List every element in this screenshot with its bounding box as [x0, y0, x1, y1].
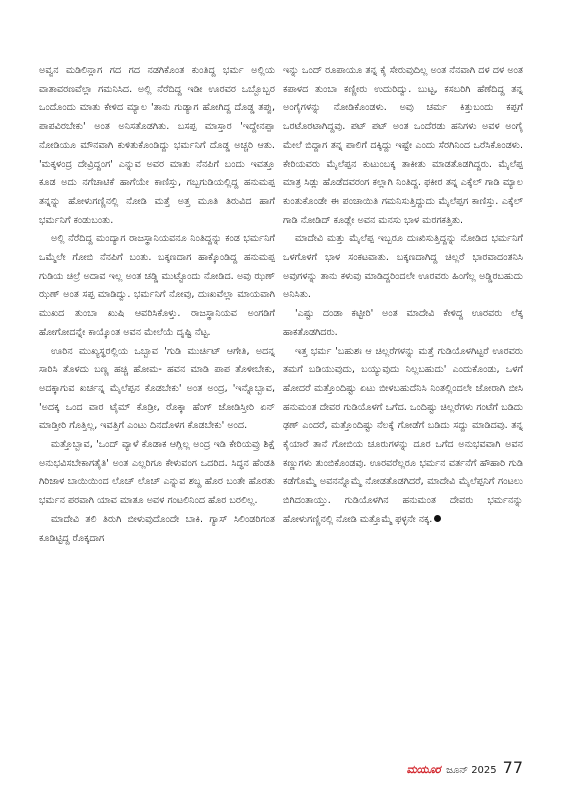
paragraph: ಮಾದೇವಿ ತಲಿ ತಿರುಗಿ ಬೀಳುವುದೊಂದೇ ಬಾಕಿ. ಗ್ಯಾಸ್ ಸಿಲಿಂಡರಿಗಂತ ಕೂಡಿಟ್ಟಿದ್ದ ರೊಕ್ಕದಾಗ — [39, 513, 275, 544]
paragraph: ಇನ್ನು ಒಂದ್ ರೂಪಾಯೂ ತನ್ನ ಕೈ ಸೇರುವುದಿಲ್ಲ ಅಂತ ನೆನವಾಗಿ ದಳ ದಳ ಅಂತ ಕಪಾಳದ ತುಂಬಾ ಕಣ್ಣೀರು ಉದುರಿದ್ವು. ಬುಟ್ಟ, ಕಸಬರಿಗಿ ಹೆಣೆದಿದ್ದ ತನ್ನ ಅಂಗೈಗಳನ್ನು ನೋಡಿಕೊಂಡಳು. ಅವು ಚರ್ಮ ಕಿತ್ತುಬಂದು ಕಪ್ಪಗೆ ಒರಟೊರಟಾಗಿದ್ದವು. ಪಟ್ ಪಟ್ ಅಂತ ಒಂದೆರಡು ಹನಿಗಳು ಅವಳ ಅಂಗೈ ಮೇಲೆ ಬಿದ್ದಾಗ ತನ್ನ ಪಾಲಿಗೆ ದಕ್ಕಿದ್ದು ಇಷ್ಟೇ ಎಂದು ಸೆರಗಿನಿಂದ ಒರೆಸಿಕೊಂಡಳು. ಕೇರಿಯವರು ಮೈಲೆಪ್ಪನ ಕುಟುಂಬಕ್ಕ ತಾಕೀತು ಮಾಡತೊಡಗಿದ್ದರು. ಮೈಲೆಪ್ಪ ಮಾತ್ರ ಸಿಡ್ಲು ಹೊಡೆದವರಂಗ ಕಲ್ಲಾಗಿ ನಿಂತಿದ್ದ. ಫಕೀರ ತನ್ನ ಎಕ್ಕೆಲ್ ಗಾಡಿ ಮ್ಯಾಲ ಕುಂತುಕೊಂಡೇ ಈ ಪಂಚಾಯಿತಿ ಗಮನಿಸುತ್ತಿದ್ದುದು ಮೈಲೆಪ್ಪಗ ಕಾಣಿಸ್ತು. ಎಕ್ಕೆಲ್ ಗಾಡಿ ನೋಡಿದ್ ಕೂಡ್ಲೇ ಅವನ ಮನಸು ಭಾಳ ಮರಗಕತ್ತಿತು. — [283, 65, 523, 226]
issue-date: ಜೂನ್ 2025 — [446, 765, 497, 776]
article-column-left — [39, 62, 275, 740]
paragraph-text: ಇತ್ತ ಭರ್ಮ 'ಬಹುಶಃ ಆ ಚಿಲ್ಲರೆಗಳನ್ನು ಮತ್ತೆ ಗುಡಿಯೊಳಗಿಟ್ಟರೆ ಊರವರು ತಮಗೆ ಬಡಿಯುವುದು, ಬಯ್ಯುವುದು ನಿಲ್ಲಬಹುದು' ಎಂದುಕೊಂಡು, ಒಳಗೆ ಹೋದರೆ ಮತ್ತೊಂದಿಷ್ಟು ಏಟು ಬೀಳಬಹುದೆನಿಸಿ ನಿಂತಲ್ಲಿಂದಲೇ ಜೋರಾಗಿ ಬೀಸಿ ಹನುಮಂತ ದೇವರ ಗುಡಿಯೊಳಗೆ ಒಗೆದ. ಒಂದಿಷ್ಟು ಚಿಲ್ಲರೆಗಳು ಗಂಟೆಗೆ ಬಡಿದು ಢಣ್ ಎಂದರೆ, ಮತ್ತೊಂದಿಷ್ಟು ನೆಲಕ್ಕೆ ಗೋಡೆಗೆ ಬಡಿದು ಸದ್ದು ಮಾಡಿದವು. ತನ್ನ ಕೈಯಾರೆ ತಾನೆ ಗೋಬಿಯ ಚೂರುಗಳನ್ನು ದೂರ ಒಗೆದ ಅನುಭವವಾಗಿ ಅವನ ಕಣ್ಣುಗಳು ತುಂಬಿಕೊಂಡವು. ಊರವರೆಲ್ಲರೂ ಭರ್ಮನ ವರ್ತನೆಗೆ ಹೌಹಾರಿ ಗುಡಿ ಕಡೆಗೊಮ್ಮೆ ಅವನನ್ನೊಮ್ಮೆ ನೋಡತೊಡಗಿದರೆ, ಮಾದೇವಿ ಮೈಲೆಪ್ಪನಿಗೆ ಗಂಟಲು ಬಿಗಿದಂತಾಯ್ತು. ಗುಡಿಯೊಳಗಿನ ಹನುಮಂತ ದೇವರು ಭರ್ಮನನ್ನು ಹೋಳುಗಣ್ಣಿನಲ್ಲಿ ನೋಡಿ ಮತ್ತೊಮ್ಮೆ ಫಳ್ಳನೇ ನಕ್ಕ. — [283, 345, 523, 525]
paragraph: 'ಎಷ್ಟು ದಂಡಾ ಕಟ್ಟೀರಿ' ಅಂತ ಮಾದೇವಿ ಕೇಳಿದ್ದ ಊರವರು ಲೆಕ್ಕ ಹಾಕತೊಡಗಿದರು. — [283, 308, 523, 338]
paragraph: ಊರಿನ ಮುಖ್ಯಸ್ಥರಲ್ಲಿಯ ಒಬ್ಬಾವ 'ಗುಡಿ ಮುರ್ಚಿಟ್ ಆಗೇತಿ, ಅದನ್ನ ಸಾರಿಸಿ ತೊಳದು ಬಣ್ಣ ಹಚ್ಚಿ ಹೋಮ- ಹವನ ಮಾಡಿ ಪಾಪ ತೊಳೀಬೇಕು, ಅದಕ್ಕಾಗುವ ಖರ್ಚನ್ನ ಮೈಲೆಪ್ಪನ ಕೊಡಬೇಕು' ಅಂತ ಅಂದ್ರ, 'ಇನ್ನೊಬ್ಬಾವ, 'ಅದಕ್ಕ ಒಂದ ವಾರ ಟೈಮ್ ಕೊಡ್ರೀ, ರೊಕ್ಕಾ ಹೆಂಗ್ ಜೋಡಿಸ್ತೀರಿ ಏನ್ ಮಾಡ್ತೀರಿ ಗೊತ್ತಿಲ್ಲ, ಇವತ್ತಿಗೆ ಎಂಟು ದಿನದೊಳಗ ಕೊಡಬೇಕು' ಅಂದ. — [39, 345, 275, 432]
paragraph-last — [283, 343, 523, 530]
paragraph: ಅವ್ವನ ಮಡಿಲಿನ್ಲಾಗ ಗದ ಗದ ನಡಗಿಕೊಂತ ಕುಂತಿದ್ದ ಭರ್ಮ ಅಲ್ಲಿಯ ವಾತಾವರಣವೆಲ್ಲಾ ಗಮನಿಸಿದ. ಅಲ್ಲಿ ನೆರೆದಿದ್ದ ಇಡೀ ಊರವರ ಒಬ್ಬೊಬ್ಬರ ಒಂದೊಂದು ಮಾತು ಕೇಳಿದ ಮ್ಯಾಲ 'ತಾನು ಗುಡ್ಯಾಗ ಹೋಗಿದ್ದ ದೊಡ್ಡ ತಪ್ಪು, ಪಾಪವಿರಬೇಕು' ಅಂತ ಅನಿಸತೊಡಗಿತು. ಬಸಪ್ಪ ಮಾಸ್ತಾರ 'ಇದ್ದೇನಪ್ಪಾ ನೋಡಿಯೂ ಮೌನವಾಗಿ ಕುಳಿತುಕೊಂಡಿದ್ದು ಭರ್ಮನಿಗೆ ದೊಡ್ಡ ಅಚ್ಚರಿ ಆತು. 'ಮಕ್ಕಳಂದ್ರ ದೇವ್ರಿದ್ದಂಗ' ಎನ್ನುವ ಅವರ ಮಾತು ನೆನಪಿಗೆ ಬಂದು ಇವತ್ತೂ ಕೂಡ ಅದು ನಗೆಚಾಟಿಕೆ ಹಾಗೆಯೇ ಕಾಣಿಸ್ತು, ಗಬ್ಬಗುಡಿಯಲ್ಲಿದ್ದ ಹನುಮಪ್ಪ ತನ್ನನ್ನು ಹೋಳುಗಣ್ಣಿನಲ್ಲಿ ನೋಡಿ ಮತ್ತೆ ಅತ್ತ ಮೂತಿ ತಿರುವಿದ ಹಾಗೆ ಭರ್ಮನಿಗೆ ಕಂಡುಬಂತು. — [39, 65, 275, 226]
end-of-article-icon — [434, 515, 441, 522]
paragraph: ಮತ್ತೊಬ್ಬಾವ, 'ಒಂದ್ ವ್ಯಾಳೆ ಕೊಡಾಕ ಆಗ್ಲಿಲ್ಲ ಅಂದ್ರ ಇಡಿ ಕೇರಿಯವ್ರು ಶಿಕ್ಷೆ ಅನುಭವಿಸಬೇಕಾಗತೈತಿ' ಅಂತ ಎಲ್ಲರಿಗೂ ಕೇಳುವಂಗ ಒದರಿದ. ಸಿದ್ಧನ ಹೆಂಡತಿ ಗಿರಿಜಾಳ ಬಾಯಿಯಿಂದ ಲೊಚ್ ಲೊಚ್ ಎನ್ನುವ ಶಬ್ದ ಹೊರ ಬಂತೇ ಹೊರತು ಭರ್ಮನ ಪರವಾಗಿ ಯಾವ ಮಾತೂ ಅವಳ ಗಂಟಲಿನಿಂದ ಹೊರ ಬರಲಿಲ್ಲ. — [39, 439, 275, 507]
paragraph: ಅಲ್ಲಿ ನೆರೆದಿದ್ದ ಮಂದ್ಯಾಗ ರಾಜಸ್ಥಾನಿಯವನೂ ನಿಂತಿದ್ದನ್ನು ಕಂಡ ಭರ್ಮನಿಗೆ ಒಮ್ಮೆಲೇ ಗೋಬಿ ನೆನಪಿಗೆ ಬಂತು. ಬಕ್ಕಣದಾಗ ಹಾಕ್ಕೊಂಡಿದ್ದ ಹನುಮಪ್ಪ ಗುಡಿಯ ಚಿಲ್ರೆ ಅದಾವ ಇಲ್ಲ ಅಂತ ಚಡ್ಡಿ ಮುಟ್ಟೊಂದು ನೋಡಿದ. ಅವು ಝಣ್ ಝಣ್ ಅಂತ ಸಪ್ಪ ಮಾಡಿದ್ವು. ಭರ್ಮನಿಗೆ ನೋವು, ದುಃಖವೆಲ್ಲಾ ಮಾಯವಾಗಿ ಮುಖದ ತುಂಬಾ ಖುಷಿ ಆವರಿಸಿಕೊಳ್ತು. ರಾಜಸ್ಥಾನಿಯವ ಅಂಗಡಿಗೆ ಹೋಗೋದನ್ನೇ ಕಾಯ್ಕೊಂತ ಅವನ ಮೇಲೆಯೆ ದೃಷ್ಟಿ ನೆಟ್ಟ. — [39, 233, 275, 338]
paragraph: ಮಾದೇವಿ ಮತ್ತು ಮೈಲೆಪ್ಪ ಇಬ್ಬರೂ ದುಃಖಿಸುತ್ತಿದ್ದನ್ನು ನೋಡಿದ ಭರ್ಮನಿಗೆ ಒಳಗೊಳಗೆ ಭಾಳ ಸಂಕಟವಾತು. ಬಕ್ಕಣದಾಗಿದ್ದ ಚಿಲ್ಲರೆ ಭಾರವಾದಂತನಿಸಿ ಅವುಗಳನ್ನು ತಾನು ಕಳುವು ಮಾಡಿದ್ದರಿಂದಲೇ ಊರವರು ಹಿಂಗೆಲ್ಲ ಅಡ್ಡಿರಬಹುದು ಅನಿಸಿತು. — [283, 233, 523, 301]
page-number: 77 — [502, 758, 523, 777]
article-column-right — [283, 62, 523, 740]
magazine-brand: ಮಯೂರ — [406, 763, 441, 776]
page-footer — [407, 758, 523, 777]
